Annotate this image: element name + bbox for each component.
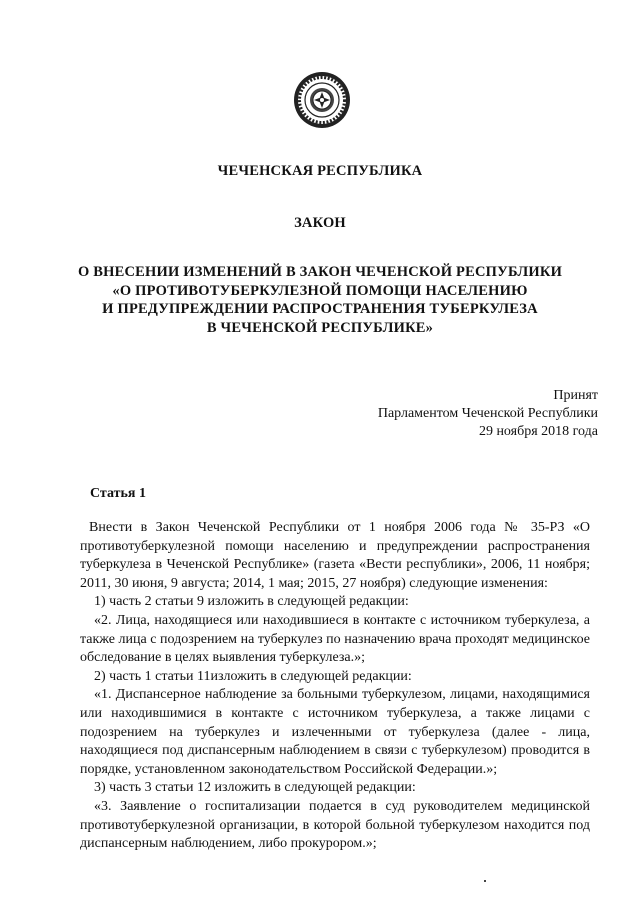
coat-of-arms-emblem <box>292 70 352 130</box>
republic-heading: ЧЕЧЕНСКАЯ РЕСПУБЛИКА <box>217 163 423 179</box>
article-paragraph: «1. Диспансерное наблюдение за больными туберкулезом, лицами, находящимися или находившимися в контакте с источником туберкулеза, а также лицами с подозрением на туберкулез и излеченными от туберкулеза (далее - лица, находящиеся под диспансерным наблюдением в связи с туберкулезом) проводится в порядке, установленном законодательством Российской Федерации.»; <box>80 687 590 777</box>
article-paragraph: 2) часть 1 статьи 11изложить в следующей редакции: <box>94 668 412 684</box>
article-paragraph: 1) часть 2 статьи 9 изложить в следующей редакции: <box>94 594 409 610</box>
article-paragraph: 3) часть 3 статьи 12 изложить в следующей редакции: <box>94 780 416 796</box>
adopted-label: Принят <box>553 388 598 403</box>
article-paragraph: «2. Лица, находящиеся или находившиеся в контакте с источником туберкулеза, а также лица с подозрением на туберкулез по назначению врача проходят медицинское обследование в целях выявления туберкулеза.»; <box>80 612 590 666</box>
law-title <box>0 263 640 337</box>
law-title-line: В ЧЕЧЕНСКОЙ РЕСПУБЛИКЕ» <box>206 319 434 336</box>
document-type-heading: ЗАКОН <box>294 215 346 231</box>
article-heading: Статья 1 <box>90 486 146 501</box>
scan-speck <box>484 880 486 882</box>
article-paragraph: «3. Заявление о госпитализации подается в суд руководителем медицинской противотуберкулезной организации, в которой больной туберкулезом находится под диспансерным наблюдением, либо прокурором.»; <box>80 798 590 852</box>
adoption-date: 29 ноября 2018 года <box>478 424 598 439</box>
law-title-line: О ВНЕСЕНИИ ИЗМЕНЕНИЙ В ЗАКОН ЧЕЧЕНСКОЙ РЕСПУБЛИКИ <box>77 264 563 280</box>
law-title-line: «О ПРОТИВОТУБЕРКУЛЕЗНОЙ ПОМОЩИ НАСЕЛЕНИЮ <box>112 282 528 299</box>
article-body <box>80 519 590 854</box>
law-title-line: И ПРЕДУПРЕЖДЕНИИ РАСПРОСТРАНЕНИЯ ТУБЕРКУЛЕЗА <box>102 301 538 317</box>
adoption-block <box>378 387 598 441</box>
article-paragraph: Внести в Закон Чеченской Республики от 1 ноября 2006 года № 35-РЗ «О противотуберкулезной помощи населению и предупреждении распространения туберкулеза в Чеченской Республике» (газета «Вести республики», 2006, 11 ноября; 2011, 30 июня, 9 августа; 2014, 1 мая; 2015, 27 ноября) следующие изменения: <box>80 520 590 591</box>
adopted-by: Парламентом Чеченской Республики <box>377 406 598 421</box>
